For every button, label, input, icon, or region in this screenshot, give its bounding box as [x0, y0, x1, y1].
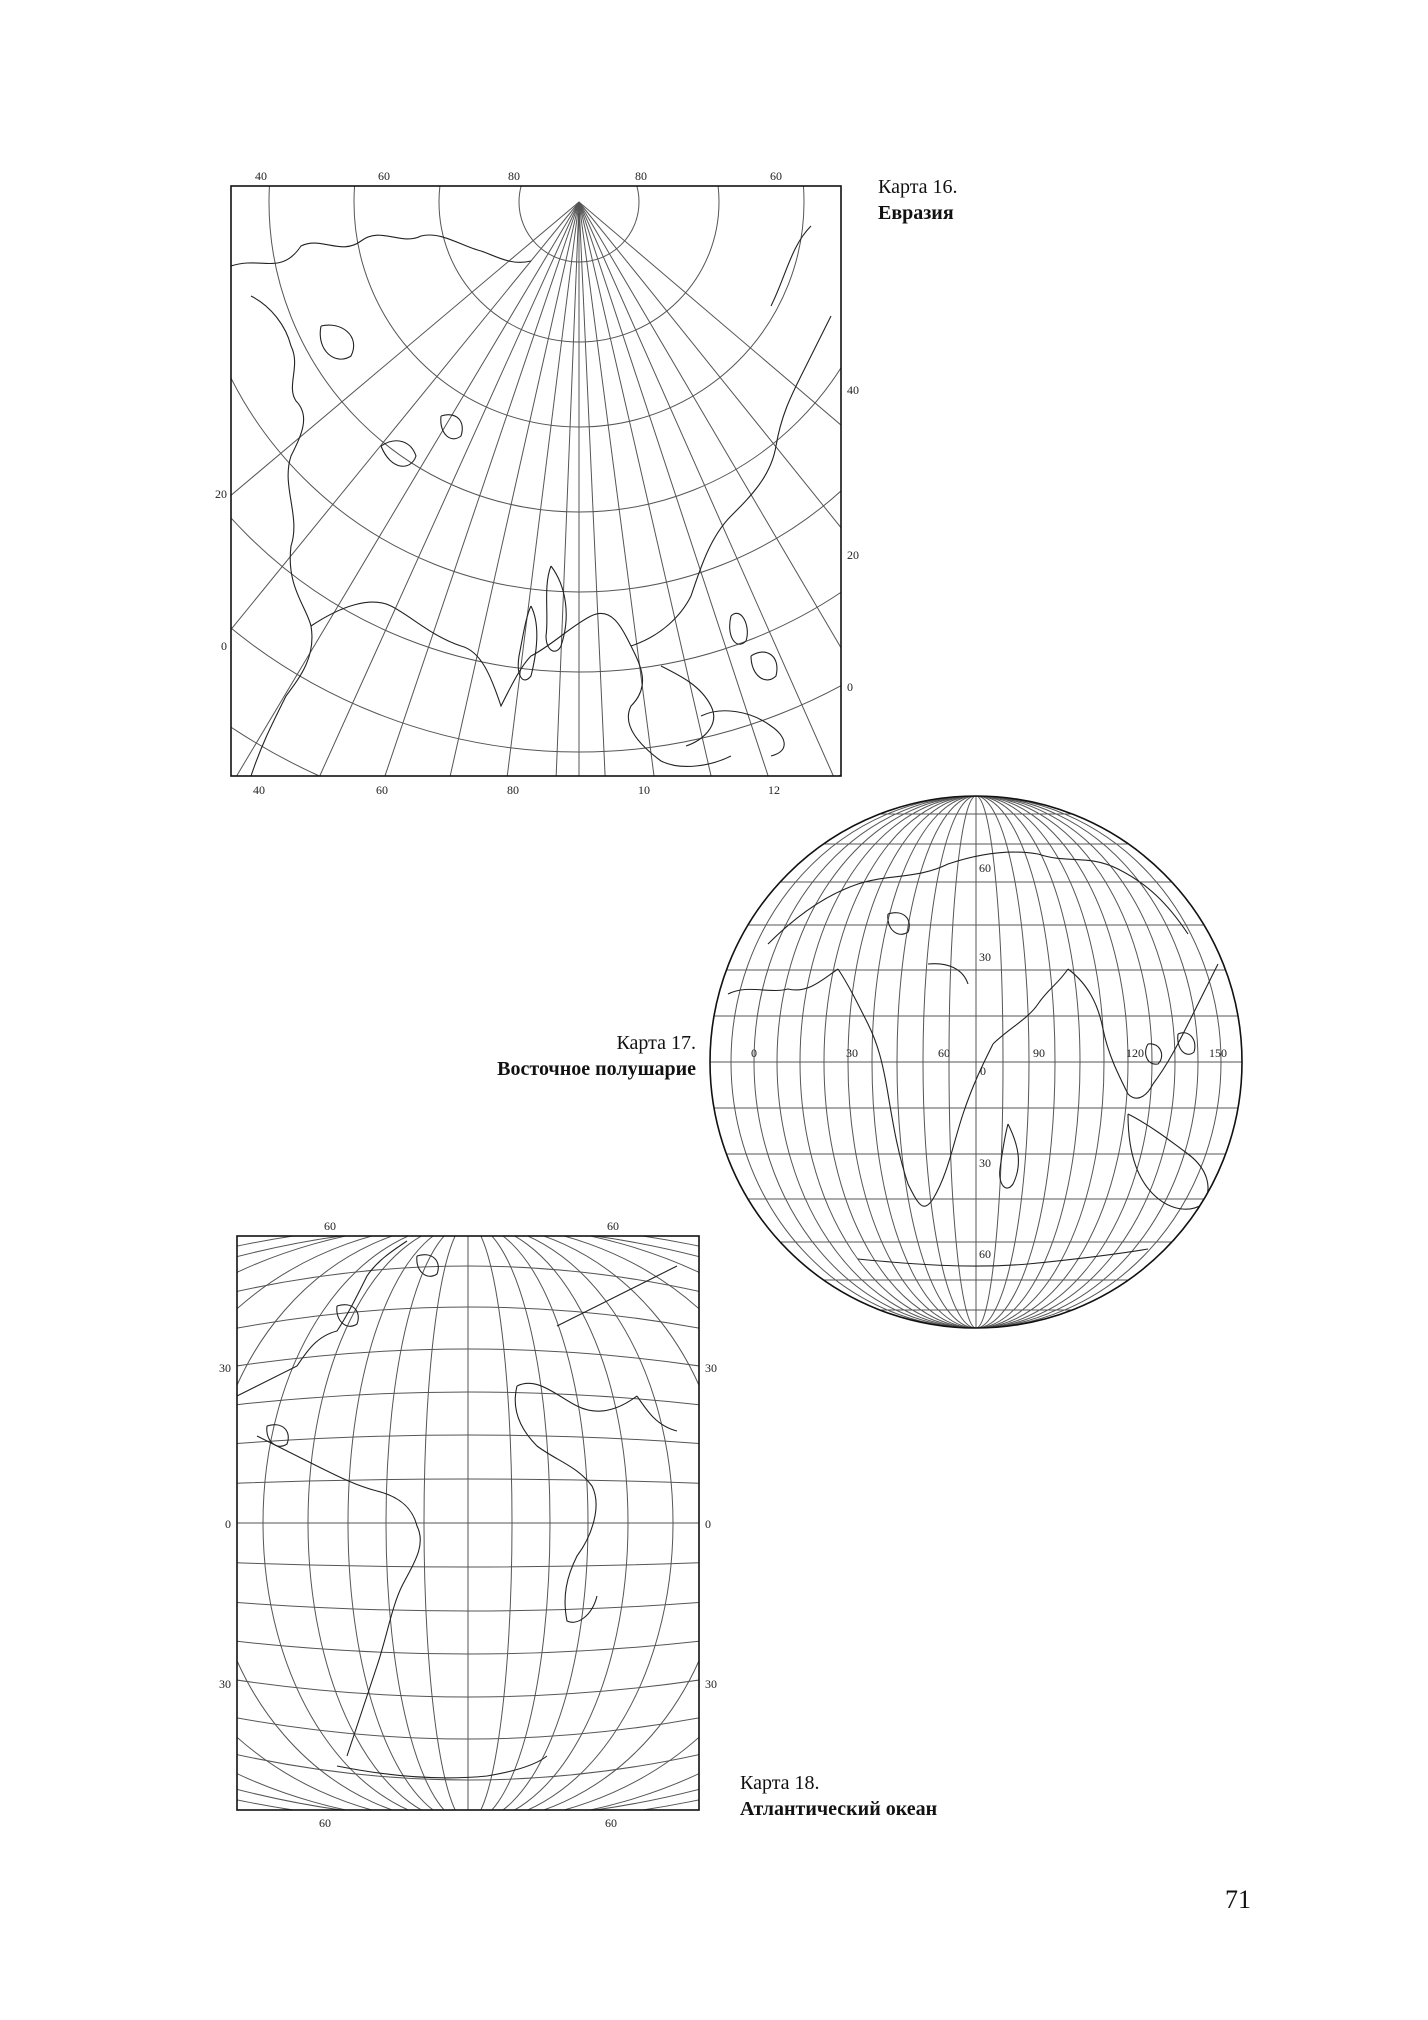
eurasia-right-label-2: 20 [847, 548, 859, 562]
hemisphere-lat-label-s30: 30 [979, 1156, 991, 1170]
atlantic-top-label-2: 60 [607, 1219, 619, 1233]
eurasia-bottom-label-2: 60 [376, 783, 388, 797]
map-18-title: Атлантический океан [740, 1798, 938, 1820]
hemisphere-equator-label-2: 30 [846, 1046, 858, 1060]
caption-map-18 [740, 1770, 937, 1822]
eurasia-left-label-1: 20 [215, 487, 227, 501]
eurasia-right-label-3: 0 [847, 680, 853, 694]
map-17-number: Карта 17. [616, 1032, 696, 1054]
hemisphere-equator-label-4: 90 [1033, 1046, 1045, 1060]
hemisphere-center-label: 0 [980, 1064, 986, 1078]
hemisphere-svg [708, 794, 1244, 1330]
map-17-title: Восточное полушарие [497, 1058, 696, 1080]
atlantic-right-label-3: 30 [705, 1677, 717, 1691]
map-16-number: Карта 16. [878, 176, 958, 198]
eurasia-right-label-1: 40 [847, 383, 859, 397]
atlantic-svg [219, 1219, 717, 1830]
map-eurasia [215, 169, 859, 797]
atlantic-top-label-1: 60 [324, 1219, 336, 1233]
atlantic-right-label-1: 30 [705, 1361, 717, 1375]
hemisphere-equator-label-5: 120 [1126, 1046, 1144, 1060]
hemisphere-lat-label-n30: 30 [979, 950, 991, 964]
atlantic-bottom-label-1: 60 [319, 1816, 331, 1830]
hemisphere-tick-labels [751, 861, 1227, 1261]
hemisphere-equator-label-6: 150 [1209, 1046, 1227, 1060]
caption-map-17 [430, 1030, 696, 1082]
eurasia-bottom-label-5: 12 [768, 783, 780, 797]
eurasia-bottom-label-4: 10 [638, 783, 650, 797]
eurasia-top-label-1: 40 [255, 169, 267, 183]
map-16-title: Евразия [878, 202, 954, 224]
eurasia-top-label-3: 80 [508, 169, 520, 183]
hemisphere-lat-label-n60: 60 [979, 861, 991, 875]
eurasia-svg [215, 169, 859, 797]
eurasia-top-label-5: 60 [770, 169, 782, 183]
map-atlantic [219, 1219, 717, 1830]
page-number: 71 [1225, 1885, 1251, 1914]
atlantic-bottom-label-2: 60 [605, 1816, 617, 1830]
atlantic-left-label-3: 30 [219, 1677, 231, 1691]
map-eastern-hemisphere [708, 794, 1244, 1330]
eurasia-left-label-2: 0 [221, 639, 227, 653]
eurasia-bottom-label-1: 40 [253, 783, 265, 797]
atlantic-left-label-1: 30 [219, 1361, 231, 1375]
caption-map-16 [878, 174, 958, 226]
atlantic-right-label-2: 0 [705, 1517, 711, 1531]
map-18-number: Карта 18. [740, 1772, 820, 1794]
hemisphere-lat-label-s60: 60 [979, 1247, 991, 1261]
hemisphere-equator-label-3: 60 [938, 1046, 950, 1060]
eurasia-bottom-label-3: 80 [507, 783, 519, 797]
hemisphere-equator-label-1: 0 [751, 1046, 757, 1060]
atlantic-left-label-2: 0 [225, 1517, 231, 1531]
eurasia-tick-labels [215, 169, 859, 797]
eurasia-top-label-4: 80 [635, 169, 647, 183]
eurasia-top-label-2: 60 [378, 169, 390, 183]
